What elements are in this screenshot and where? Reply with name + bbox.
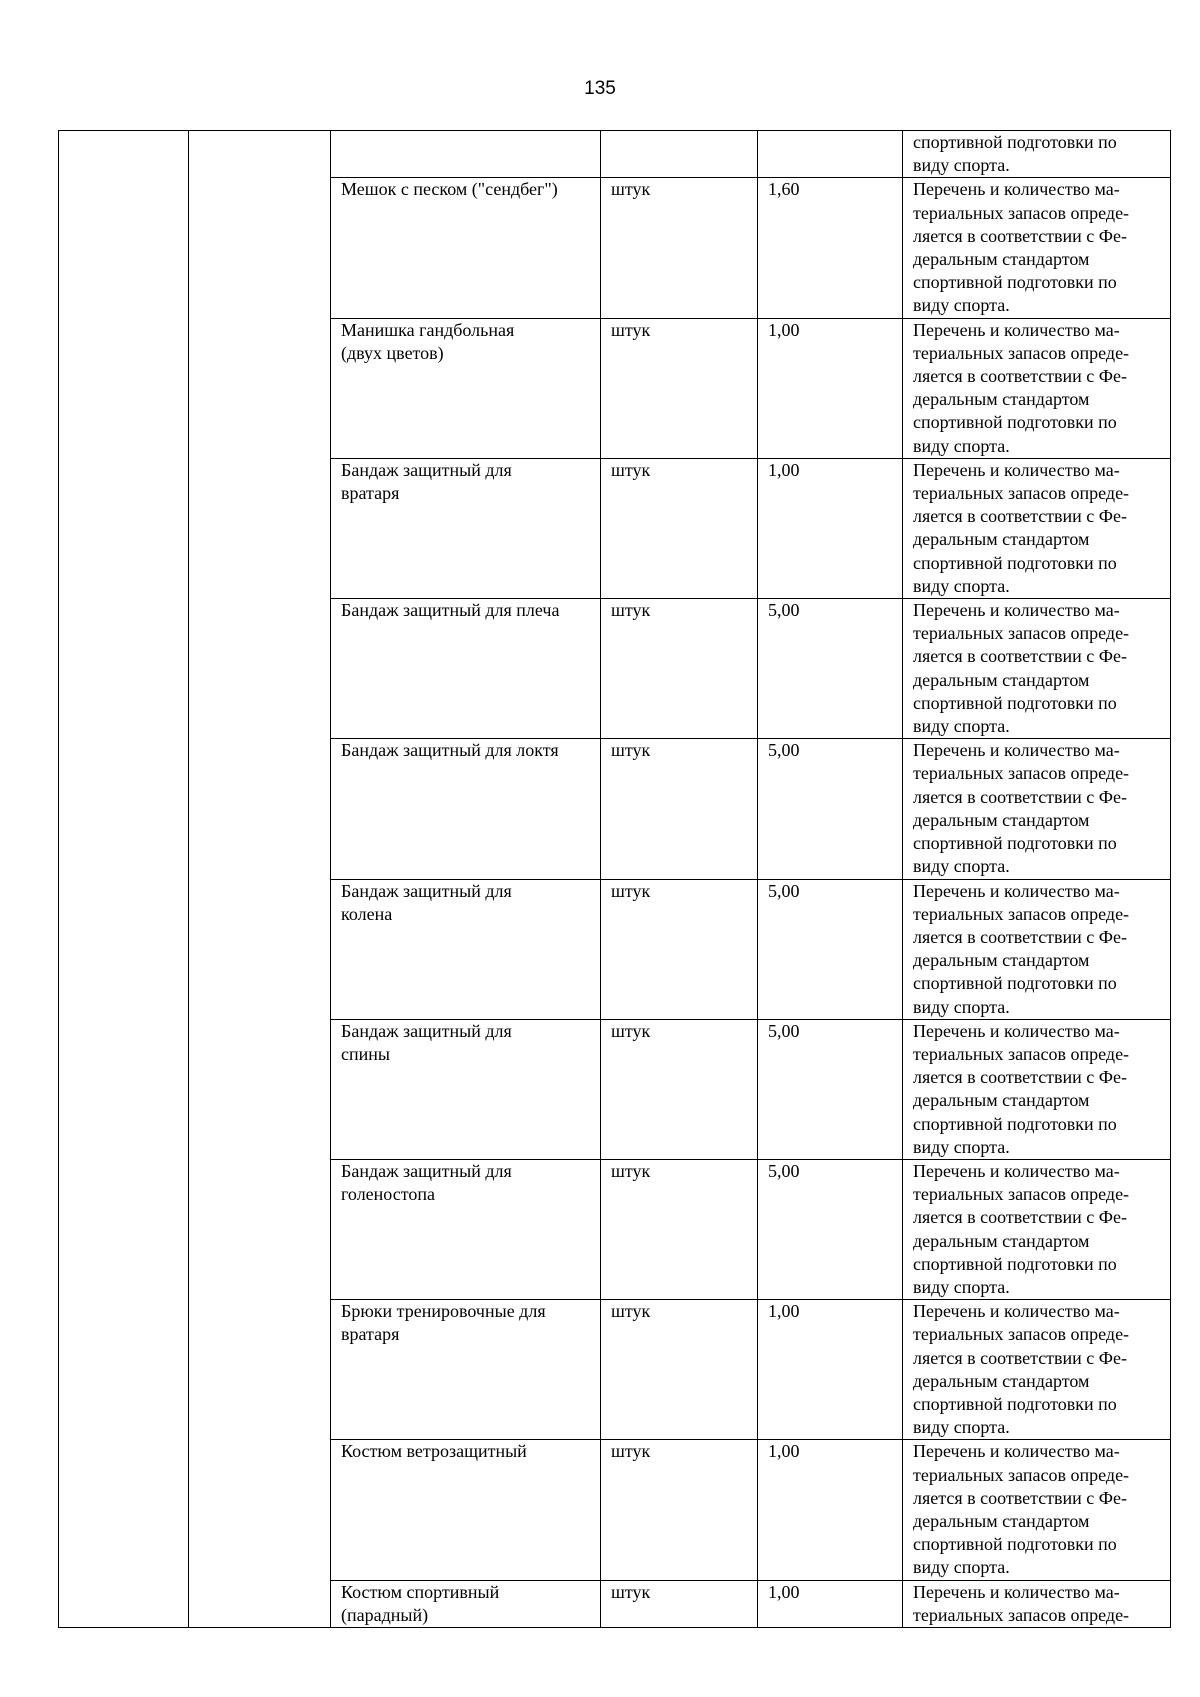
item-note: Перечень и количество ма- териальных запасов опреде- ляется в соответствии с Фе- деральным стандартом спортивной подготовки по виду спорта. <box>903 178 1171 318</box>
item-qty: 1,00 <box>758 1580 903 1627</box>
page-number: 135 <box>584 78 616 99</box>
item-name: Бандаж защитный для спины <box>331 1019 601 1159</box>
item-note: Перечень и количество ма- териальных запасов опреде- ляется в соответствии с Фе- деральным стандартом спортивной подготовки по виду спорта. <box>903 1159 1171 1299</box>
item-name: Костюм спортивный (парадный) <box>331 1580 601 1627</box>
item-qty: 1,00 <box>758 1300 903 1440</box>
item-note: Перечень и количество ма- териальных запасов опреде- ляется в соответствии с Фе- деральным стандартом спортивной подготовки по виду спорта. <box>903 739 1171 879</box>
item-unit: штук <box>601 879 758 1019</box>
item-name: Бандаж защитный для колена <box>331 879 601 1019</box>
item-note: Перечень и количество ма- териальных запасов опреде- ляется в соответствии с Фе- деральным стандартом спортивной подготовки по виду спорта. <box>903 1300 1171 1440</box>
item-unit: штук <box>601 178 758 318</box>
item-qty: 5,00 <box>758 1159 903 1299</box>
item-name: Бандаж защитный для голеностопа <box>331 1159 601 1299</box>
item-qty: 5,00 <box>758 879 903 1019</box>
item-unit: штук <box>601 458 758 598</box>
item-name: Бандаж защитный для плеча <box>331 599 601 739</box>
item-qty: 5,00 <box>758 739 903 879</box>
item-unit: штук <box>601 1019 758 1159</box>
item-name: Мешок с песком ("сендбег") <box>331 178 601 318</box>
item-note: Перечень и количество ма- териальных запасов опреде- <box>903 1580 1171 1627</box>
item-qty: 5,00 <box>758 1019 903 1159</box>
item-note: Перечень и количество ма- териальных запасов опреде- ляется в соответствии с Фе- деральным стандартом спортивной подготовки по виду спорта. <box>903 1019 1171 1159</box>
item-qty: 1,00 <box>758 318 903 458</box>
item-note: Перечень и количество ма- териальных запасов опреде- ляется в соответствии с Фе- деральным стандартом спортивной подготовки по виду спорта. <box>903 1440 1171 1580</box>
item-name: Бандаж защитный для локтя <box>331 739 601 879</box>
item-unit: штук <box>601 1159 758 1299</box>
item-unit: штук <box>601 1580 758 1627</box>
qty-cell <box>758 131 903 178</box>
table-row-continuation <box>59 131 1171 178</box>
item-note: Перечень и количество ма- териальных запасов опреде- ляется в соответствии с Фе- деральным стандартом спортивной подготовки по виду спорта. <box>903 318 1171 458</box>
item-qty: 5,00 <box>758 599 903 739</box>
item-unit: штук <box>601 599 758 739</box>
item-name: Брюки тренировочные для вратаря <box>331 1300 601 1440</box>
merged-cell-2 <box>189 131 331 1628</box>
item-name: Манишка гандбольная (двух цветов) <box>331 318 601 458</box>
item-unit: штук <box>601 1440 758 1580</box>
unit-cell <box>601 131 758 178</box>
item-qty: 1,00 <box>758 458 903 598</box>
name-cell <box>331 131 601 178</box>
item-unit: штук <box>601 318 758 458</box>
item-unit: штук <box>601 1300 758 1440</box>
item-qty: 1,60 <box>758 178 903 318</box>
table-body <box>59 131 1171 1628</box>
item-name: Бандаж защитный для вратаря <box>331 458 601 598</box>
item-note: Перечень и количество ма- териальных запасов опреде- ляется в соответствии с Фе- деральным стандартом спортивной подготовки по виду спорта. <box>903 599 1171 739</box>
item-unit: штук <box>601 739 758 879</box>
item-name: Костюм ветрозащитный <box>331 1440 601 1580</box>
note-cell: спортивной подготовки по виду спорта. <box>903 131 1171 178</box>
equipment-table <box>58 130 1171 1628</box>
merged-cell-1 <box>59 131 189 1628</box>
item-qty: 1,00 <box>758 1440 903 1580</box>
item-note: Перечень и количество ма- териальных запасов опреде- ляется в соответствии с Фе- деральным стандартом спортивной подготовки по виду спорта. <box>903 458 1171 598</box>
item-note: Перечень и количество ма- териальных запасов опреде- ляется в соответствии с Фе- деральным стандартом спортивной подготовки по виду спорта. <box>903 879 1171 1019</box>
